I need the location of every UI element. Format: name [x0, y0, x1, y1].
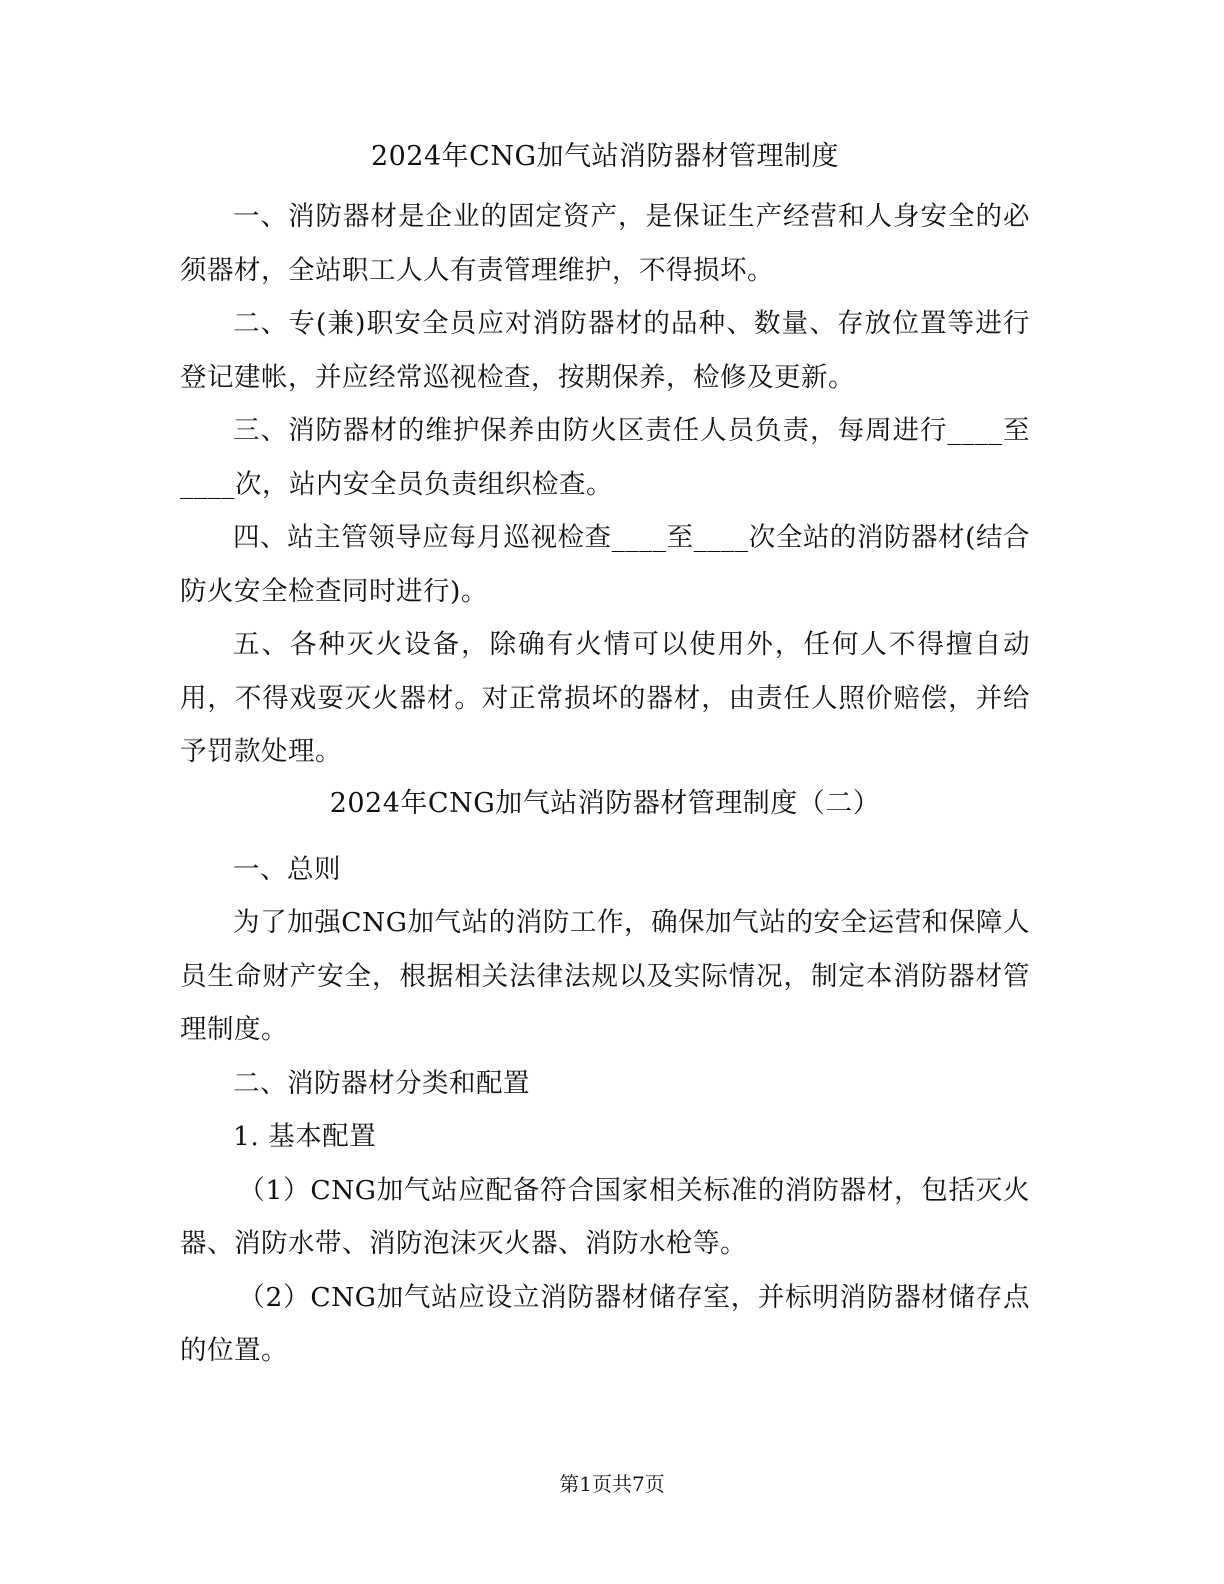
paragraph-general: 为了加强CNG加气站的消防工作，确保加气站的安全运营和保障人员生命财产安全，根据相关法律法规以及实际情况，制定本消防器材管理制度。 [180, 907, 1030, 1045]
page-number: 第1页共7页 [559, 1472, 665, 1496]
heading-basic-config: 1. 基本配置 [233, 1121, 377, 1152]
paragraph-2: 二、专(兼)职安全员应对消防器材的品种、数量、存放位置等进行登记建帐，并应经常巡视检查，按期保养，检修及更新。 [180, 308, 1030, 393]
section-two-title: 2024年CNG加气站消防器材管理制度（二） [329, 787, 881, 819]
document-title: 2024年CNG加气站消防器材管理制度 [370, 141, 840, 172]
paragraph-3: 三、消防器材的维护保养由防火区责任人员负责，每周进行____至____次，站内安全员负责组织检查。 [180, 415, 1030, 500]
heading-general: 一、总则 [233, 853, 341, 885]
paragraph-1: 一、消防器材是企业的固定资产，是保证生产经营和人身安全的必须器材，全站职工人人有责管理维护，不得损坏。 [180, 201, 1030, 286]
paragraph-5: 五、各种灭火设备，除确有火情可以使用外，任何人不得擅自动用，不得戏耍灭火器材。对正常损坏的器材，由责任人照价赔偿，并给予罚款处理。 [180, 629, 1030, 767]
paragraph-config-1: （1）CNG加气站应配备符合国家相关标准的消防器材，包括灭火器、消防水带、消防泡沫灭火器、消防水枪等。 [180, 1174, 1030, 1259]
document-body [180, 132, 1030, 1378]
heading-classification: 二、消防器材分类和配置 [233, 1067, 530, 1099]
paragraph-4: 四、站主管领导应每月巡视检查____至____次全站的消防器材(结合防火安全检查同时进行)。 [180, 522, 1030, 607]
paragraph-config-2: （2）CNG加气站应设立消防器材储存室，并标明消防器材储存点的位置。 [180, 1281, 1030, 1366]
